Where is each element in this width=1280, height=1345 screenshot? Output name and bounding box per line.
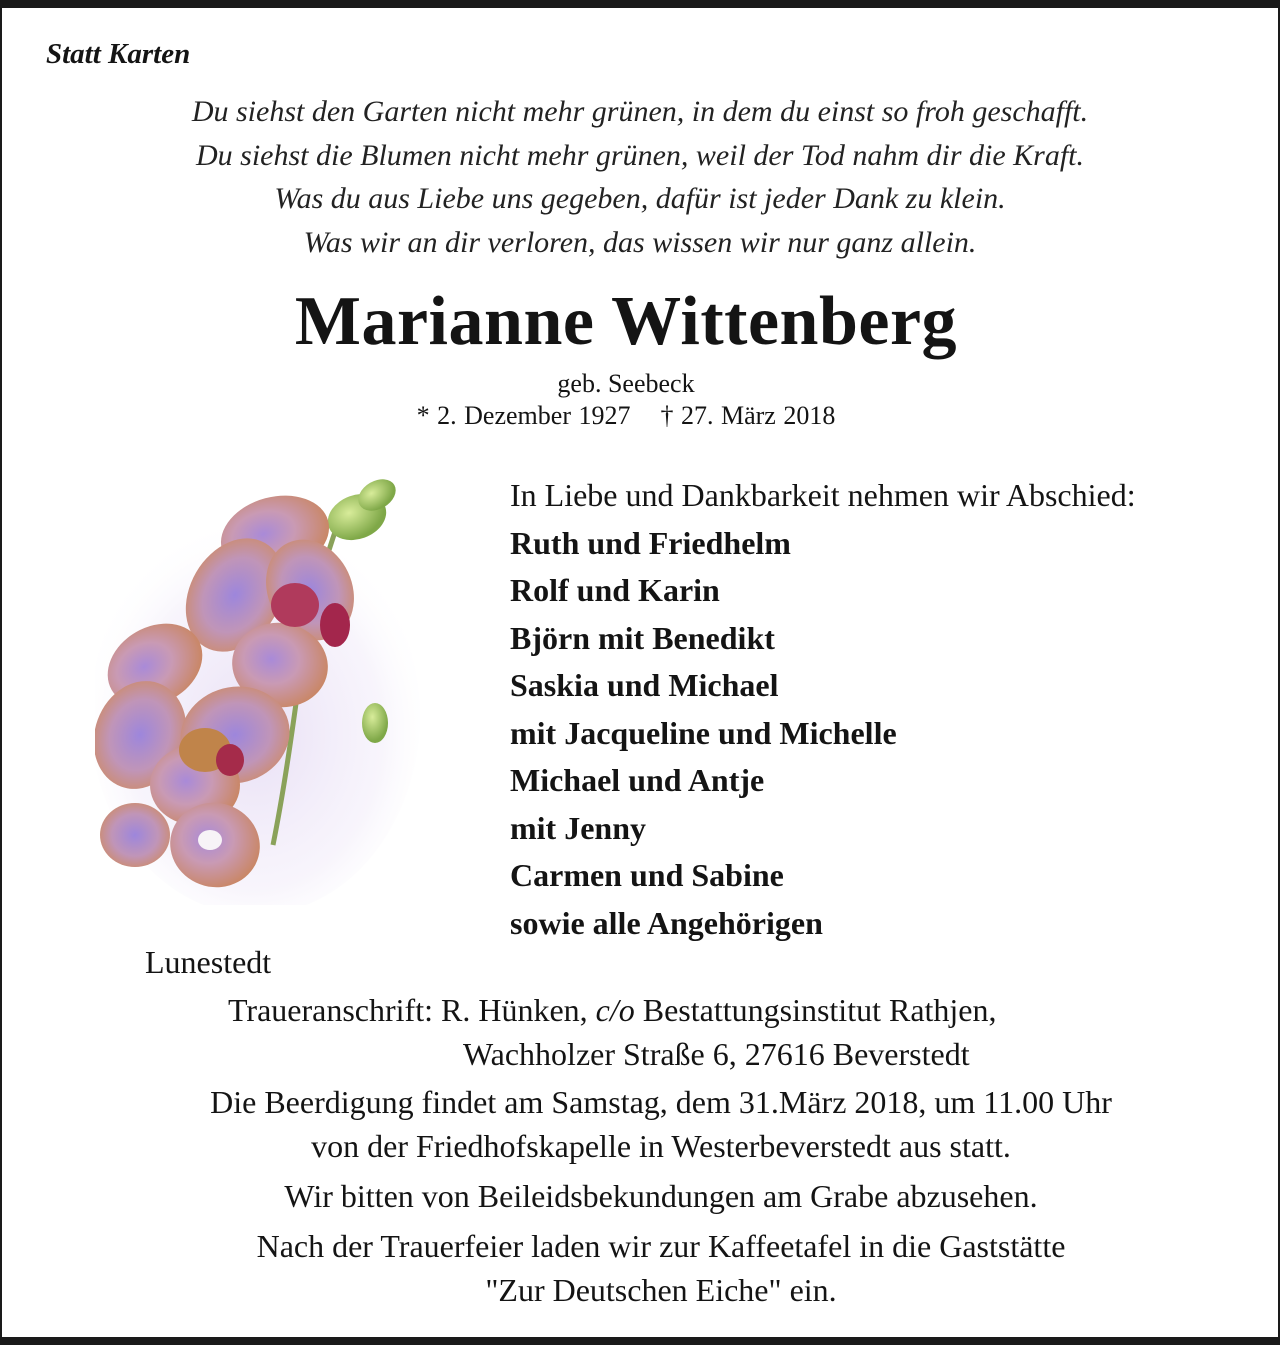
mourner-name: Ruth und Friedhelm (510, 524, 791, 561)
poem-line: Du siehst die Blumen nicht mehr grünen, weil der Tod nahm dir die Kraft. (195, 138, 1085, 172)
funeral-line: Die Beerdigung findet am Samstag, dem 31.März 2018, um 11.00 Uhr (210, 1084, 1112, 1120)
mourner-name: Carmen und Sabine (510, 857, 784, 893)
funeral-line: von der Friedhofskapelle in Westerbeverstedt aus statt. (311, 1128, 1011, 1164)
mourner-name: Saskia und Michael (510, 667, 779, 703)
birth-date: * 2. Dezember 1927 (416, 401, 631, 430)
coffee-line: Nach der Trauerfeier laden wir zur Kaffeetafel in die Gaststätte (256, 1228, 1066, 1264)
mourners-intro: In Liebe und Dankbarkeit nehmen wir Abschied: (510, 477, 1136, 513)
mourner-name: Rolf und Karin (510, 572, 720, 608)
poem-line: Was du aus Liebe uns gegeben, dafür ist jeder Dank zu klein. (274, 182, 1006, 215)
life-dates (0, 401, 1252, 431)
mourner-name: mit Jenny (510, 809, 646, 846)
mourner-name: sowie alle Angehörigen (510, 904, 823, 941)
orchid-flower-image (95, 465, 425, 905)
mourner-name: mit Jacqueline und Michelle (510, 714, 897, 751)
funeral-info (0, 1080, 1280, 1312)
mourners-list (510, 472, 1136, 947)
poem (0, 90, 1280, 264)
address-prefix: Traueranschrift: R. Hünken, (228, 992, 596, 1028)
mourner-name: Michael und Antje (510, 762, 765, 798)
address-co: c/o (595, 992, 635, 1028)
maiden-name: geb. Seebeck (557, 369, 695, 398)
address-line-1 (228, 992, 997, 1029)
poem-line: Was wir an dir verloren, das wissen wir nur ganz allein. (303, 225, 977, 259)
address-rest: Bestattungsinstitut Rathjen, (634, 992, 997, 1028)
death-date: † 27. März 2018 (660, 401, 836, 430)
mourner-name: Björn mit Benedikt (510, 619, 775, 656)
location: Lunestedt (145, 944, 272, 980)
header-label: Statt Karten (46, 38, 191, 70)
poem-line: Du siehst den Garten nicht mehr grünen, in dem du einst so froh geschafft. (191, 95, 1089, 128)
deceased-name: Marianne Wittenberg (294, 283, 958, 360)
address-line-2: Wachholzer Straße 6, 27616 Beverstedt (463, 1036, 970, 1072)
coffee-line: "Zur Deutschen Eiche" ein. (485, 1272, 837, 1308)
condolence-note: Wir bitten von Beileidsbekundungen am Grabe abzusehen. (284, 1178, 1038, 1214)
